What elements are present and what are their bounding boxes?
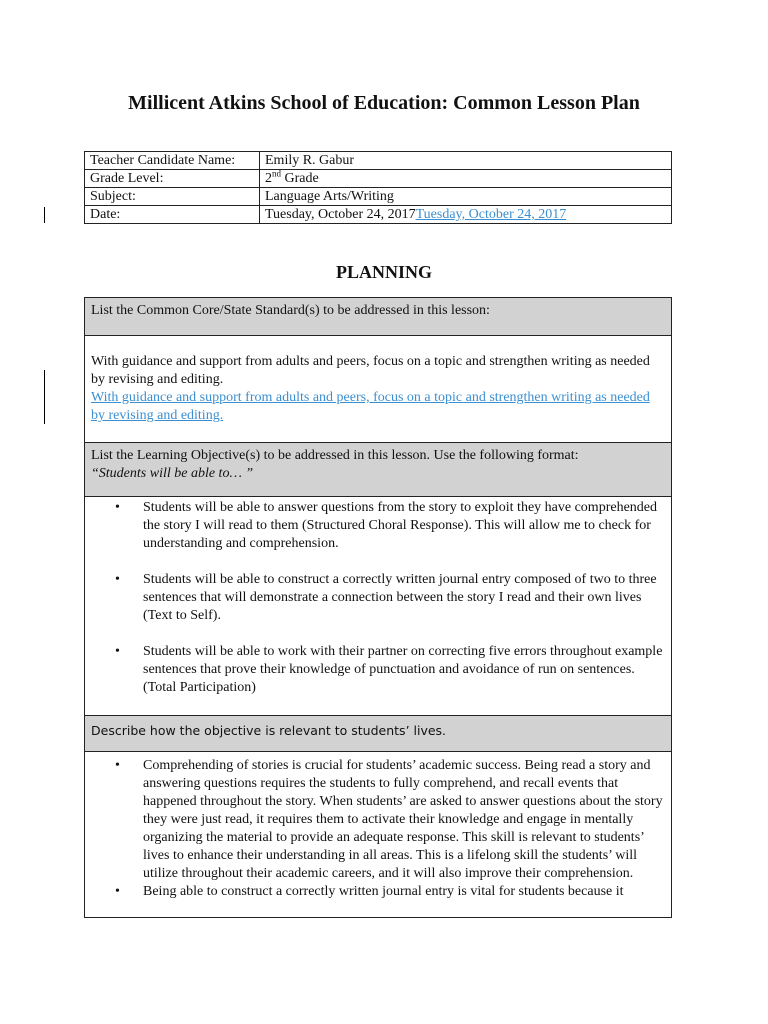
date-label: Date: [85,206,260,224]
planning-table [84,297,672,918]
bullet-icon: • [115,500,120,515]
standards-cell [85,336,671,443]
change-bar-standards [44,370,45,424]
list-item [115,883,665,901]
table-row [85,170,672,188]
table-row [85,188,672,206]
date-value [260,206,672,224]
teacher-name-label: Teacher Candidate Name: [85,152,260,170]
relevance-list [91,757,665,901]
list-item [115,571,665,625]
standards-tracked-insertion: With guidance and support from adults and peers, focus on a topic and strengthen writing as needed by revising and editing. [91,390,650,423]
bullet-icon: • [115,572,120,587]
list-item [115,757,665,883]
list-item [115,643,665,697]
standards-heading: List the Common Core/State Standard(s) to be addressed in this lesson: [91,303,490,318]
objectives-list [91,499,665,697]
objective-text: Students will be able to work with their partner on correcting five errors throughout example sentences that prove their knowledge of punctuation and avoidance of run on sentences. (Total Participation) [143,644,663,695]
subject-label: Subject: [85,188,260,206]
table-row [85,206,672,224]
date-tracked-insertion: Tuesday, October 24, 2017 [415,207,567,222]
teacher-name-value: Emily R. Gabur [260,152,672,170]
objectives-heading-cell [85,443,671,497]
change-bar-date [44,207,45,223]
objective-text: Students will be able to answer questions from the story to exploit they have comprehended the story I will read to them (Structured Choral Response). This will allow me to check for understanding and comprehension. [143,500,657,551]
grade-level-label: Grade Level: [85,170,260,188]
standards-heading-cell [85,298,671,336]
bullet-icon: • [115,884,120,899]
planning-heading: PLANNING [335,262,432,282]
bullet-icon: • [115,758,120,773]
relevance-cell [85,752,671,901]
objective-text: Students will be able to construct a correctly written journal entry composed of two to three sentences that will demonstrate a connection between the story I read and their own lives (Text to Self). [143,572,657,623]
objectives-format: “Students will be able to… ” [91,466,254,481]
relevance-heading-cell [85,716,671,752]
teacher-info-table [84,151,672,224]
relevance-text: Being able to construct a correctly written journal entry is vital for students because it [143,884,624,899]
relevance-heading: Describe how the objective is relevant to students’ lives. [91,723,447,738]
grade-ordinal: nd [272,168,281,179]
table-row [85,152,672,170]
grade-number: 2 [265,171,272,186]
standards-text: With guidance and support from adults and peers, focus on a topic and strengthen writing as needed by revising and editing. [91,354,650,387]
list-item [115,499,665,553]
document-title: Millicent Atkins School of Education: Common Lesson Plan [128,92,640,114]
grade-level-value [260,170,672,188]
objectives-cell [85,497,671,716]
grade-word: Grade [281,171,319,186]
date-text: Tuesday, October 24, 2017 [265,207,416,222]
subject-value: Language Arts/Writing [260,188,672,206]
objectives-heading: List the Learning Objective(s) to be addressed in this lesson. Use the following format: [91,448,579,463]
relevance-text: Comprehending of stories is crucial for students’ academic success. Being read a story and answering questions requires the students to fully comprehend, and recall events that happened throughout the story. When students’ are asked to answer questions about the story they were just read, it requires them to activate their knowledge and engage in mentally organizing the material to provide an adequate response. This skill is relevant to students’ lives to enhance their understanding in all areas. This is a lifelong skill the students’ will utilize throughout their academic careers, and it will also improve their comprehension. [143,758,663,881]
bullet-icon: • [115,644,120,659]
